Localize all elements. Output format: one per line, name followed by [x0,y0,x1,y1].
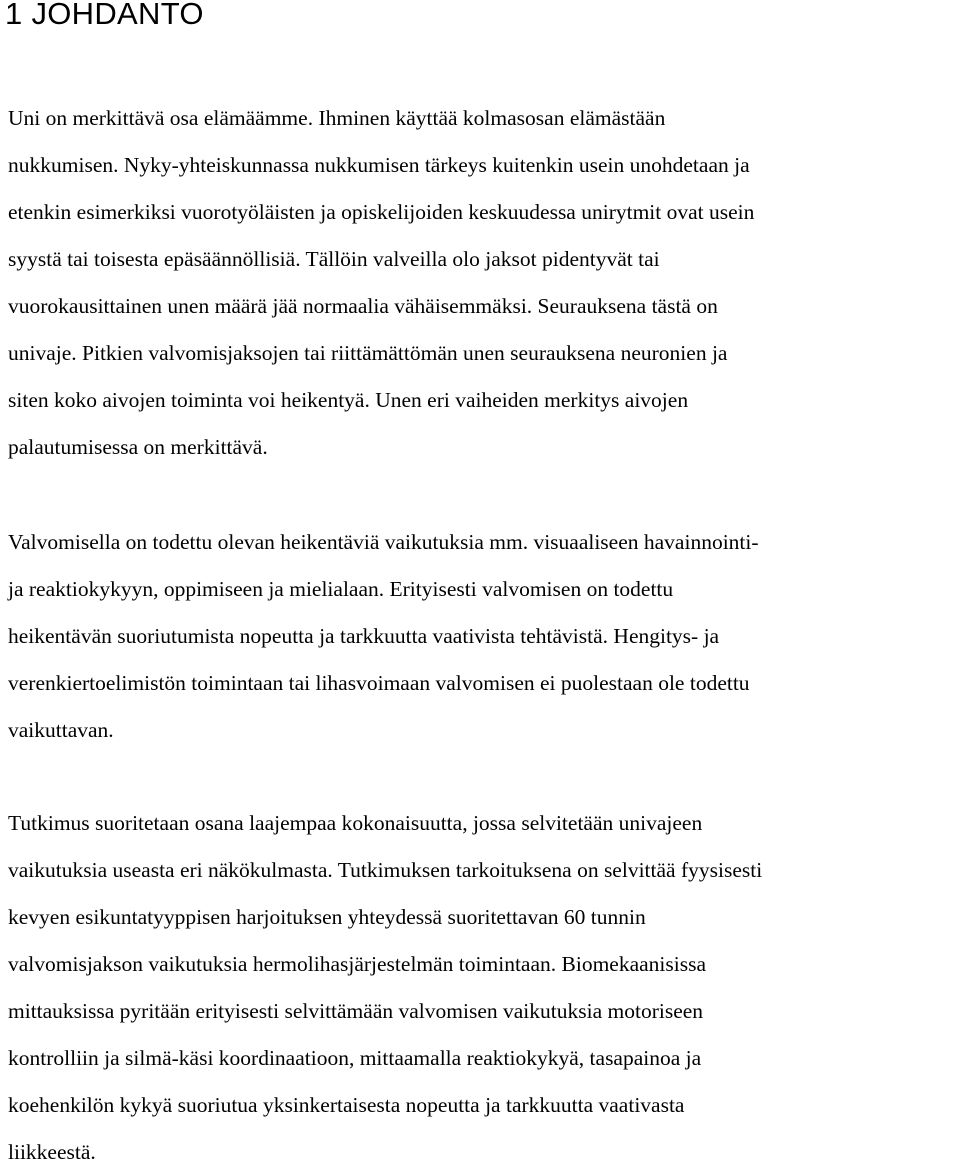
text-line: vuorokausittainen unen määrä jää normaalia vähäisemmäksi. Seurauksena tästä on [8,294,718,318]
text-line: etenkin esimerkiksi vuorotyöläisten ja opiskelijoiden keskuudessa unirytmit ovat usein [8,200,755,224]
text-line: heikentävän suoriutumista nopeutta ja tarkkuutta vaativista tehtävistä. Hengitys- ja [8,624,720,648]
text-line: koehenkilön kykyä suoriutua yksinkertaisesta nopeutta ja tarkkuutta vaativasta [8,1093,685,1117]
text-line: kontrolliin ja silmä-käsi koordinaatioon, mittaamalla reaktiokykyä, tasapainoa ja [8,1046,702,1070]
text-line: Uni on merkittävä osa elämäämme. Ihminen käyttää kolmasosan elämästään [8,106,666,130]
text-line: kevyen esikuntatyyppisen harjoituksen yhteydessä suoritettavan 60 tunnin [8,905,646,929]
text-line: nukkumisen. Nyky-yhteiskunnassa nukkumisen tärkeys kuitenkin usein unohdetaan ja [8,153,750,177]
text-line: palautumisessa on merkittävä. [8,435,268,459]
text-line: verenkiertoelimistön toimintaan tai lihasvoimaan valvomisen ei puolestaan ole todettu [8,671,750,695]
text-line: siten koko aivojen toiminta voi heikentyä. Unen eri vaiheiden merkitys aivojen [8,388,689,412]
text-line: valvomisjakson vaikutuksia hermolihasjärjestelmän toimintaan. Biomekaanisissa [8,952,707,976]
chapter-heading: 1 JOHDANTO [5,0,204,31]
text-line: vaikutuksia useasta eri näkökulmasta. Tutkimuksen tarkoituksena on selvittää fyysisesti [8,858,763,882]
paragraph-intro [8,95,754,471]
text-line: liikkeestä. [8,1140,96,1164]
text-line: ja reaktiokykyyn, oppimiseen ja mielialaan. Erityisesti valvomisen on todettu [8,577,674,601]
text-line: vaikuttavan. [8,718,114,742]
text-line: mittauksissa pyritään erityisesti selvittämään valvomisen vaikutuksia motoriseen [8,999,704,1023]
text-line: Tutkimus suoritetaan osana laajempaa kokonaisuutta, jossa selvitetään univajeen [8,811,703,835]
text-line: syystä tai toisesta epäsäännöllisiä. Tällöin valveilla olo jaksot pidentyvät tai [8,247,660,271]
text-line: univaje. Pitkien valvomisjaksojen tai riittämättömän unen seurauksena neuronien ja [8,341,728,365]
paragraph-study [8,800,762,1176]
text-line: Valvomisella on todettu olevan heikentäviä vaikutuksia mm. visuaaliseen havainnointi- [8,530,759,554]
paragraph-effects [8,519,759,754]
